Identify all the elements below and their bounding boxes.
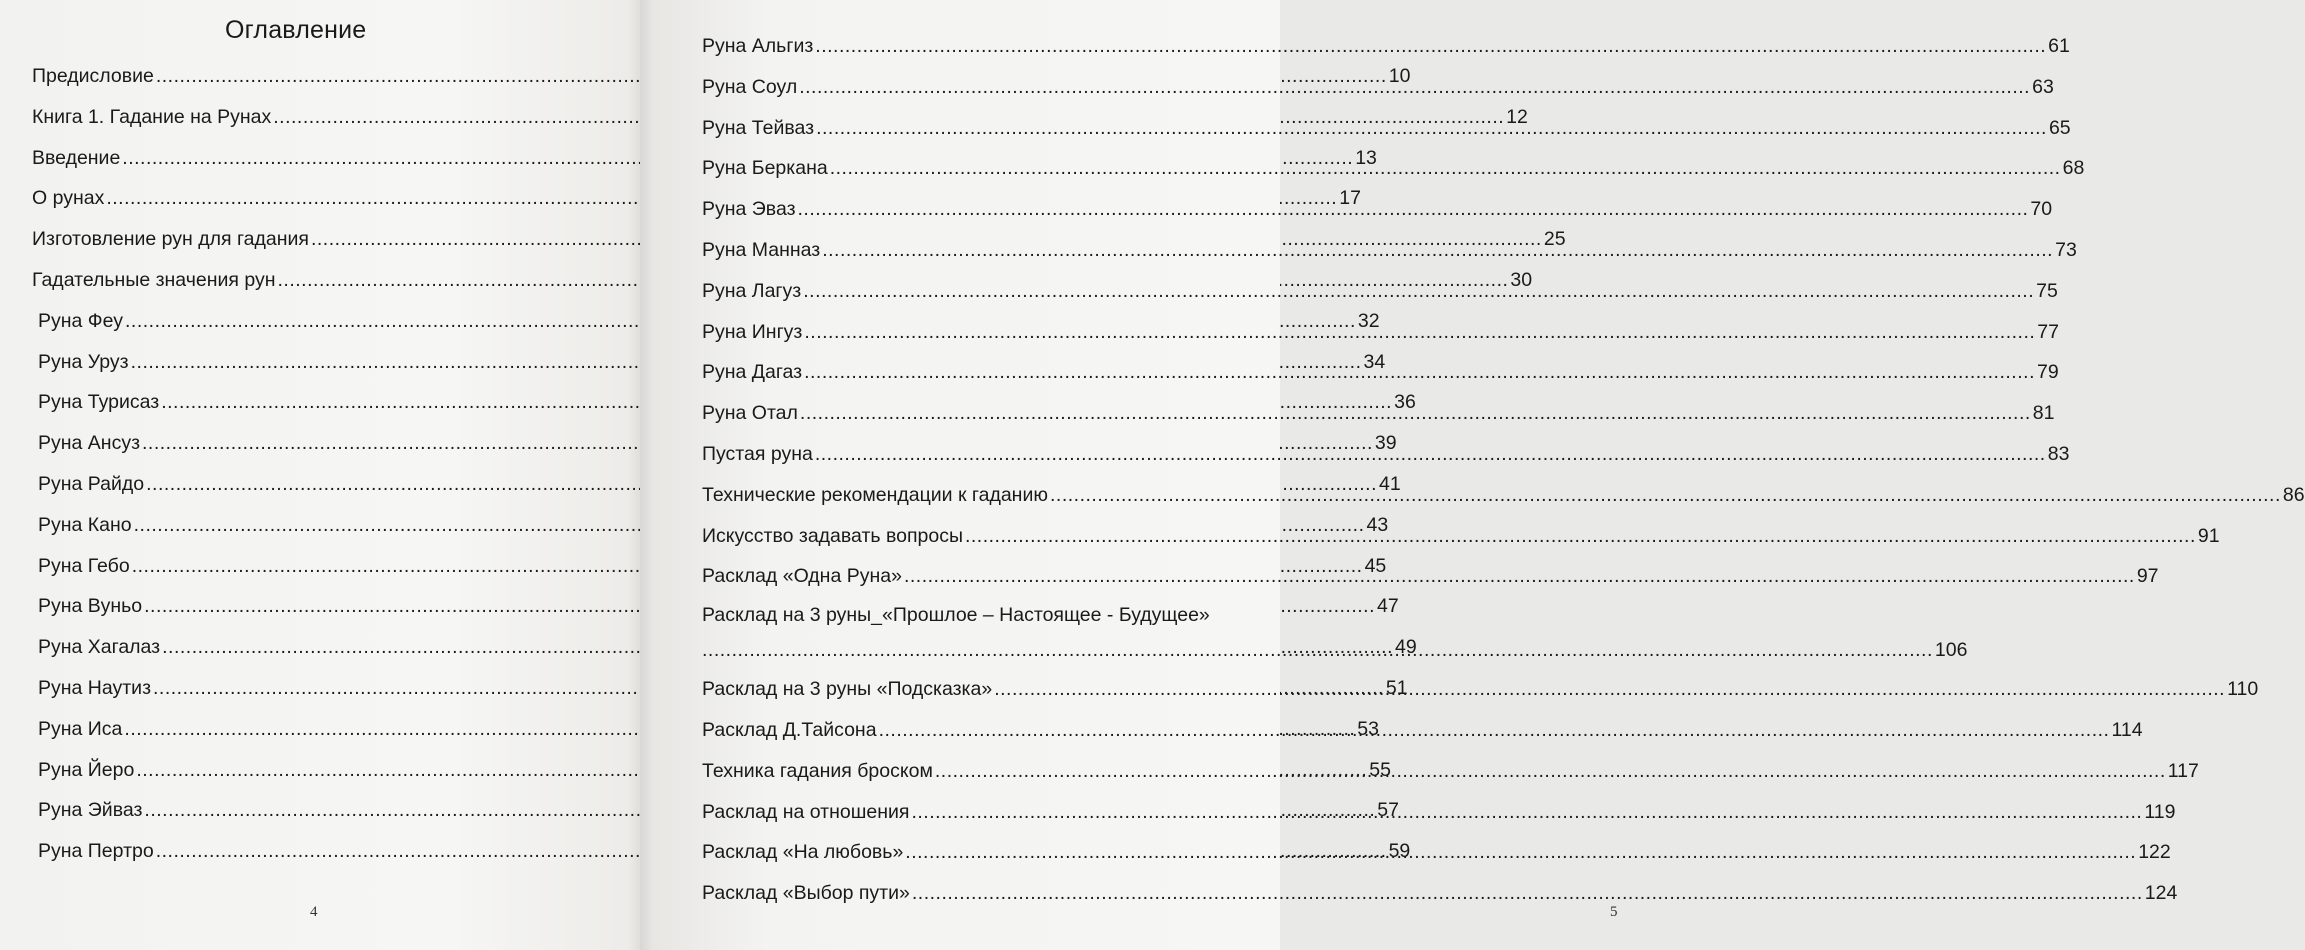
toc-entry-title: Руна Тейваз	[702, 116, 815, 139]
toc-entry-title: Книга 1. Гадание на Рунах	[32, 105, 272, 128]
dot-leader	[830, 148, 2061, 189]
dot-leader	[935, 751, 2166, 792]
toc-entry-title: Предисловие	[32, 65, 154, 87]
dot-leader	[798, 189, 2029, 230]
toc-entry-page: 10	[1388, 65, 1411, 87]
dot-leader	[912, 873, 2143, 914]
dot-leader	[1050, 475, 2281, 516]
toc-entry-page: 59	[1388, 840, 1411, 863]
toc-entry-page: 122	[2138, 841, 2171, 864]
toc-entry-page: 30	[1510, 268, 1533, 291]
dot-leader	[994, 669, 2225, 710]
toc-entry-page: 39	[1374, 432, 1397, 455]
toc-entry-title: Руна Уруз	[38, 350, 129, 373]
toc-entry	[702, 873, 2178, 914]
dot-leader	[965, 516, 2196, 557]
dot-leader	[799, 67, 2030, 108]
toc-entry-title: О рунах	[32, 187, 105, 210]
toc-entry-title: Гадательные значения рун	[32, 268, 276, 291]
toc-entry-title: Руна Кано	[38, 513, 132, 536]
toc-entry-page: 55	[1369, 758, 1391, 781]
toc-entry-page: 63	[2032, 75, 2054, 98]
page-number-right: 5	[1610, 904, 1618, 920]
toc-entry-title: Расклад на 3 руны_«Прошлое – Настоящее - Будущее»	[702, 604, 1210, 627]
dot-leader	[803, 271, 2034, 312]
toc-entry-page: 45	[1364, 554, 1387, 577]
toc-entry	[702, 26, 2070, 67]
dot-leader	[911, 792, 2142, 833]
toc-entry-page: 49	[1395, 636, 1417, 659]
toc-entry-page: 86	[2282, 483, 2305, 506]
toc-entry-page: 79	[2036, 361, 2059, 384]
toc-entry-title: Руна Ингуз	[702, 320, 803, 343]
toc-entry-title: Расклад «На любовь»	[702, 841, 904, 864]
toc-entry-title: Руна Иса	[38, 717, 123, 740]
toc-entry-page: 119	[2144, 800, 2176, 823]
toc-entry-title: Расклад на 3 руны «Подсказка»	[702, 678, 993, 701]
dot-leader	[822, 230, 2053, 271]
toc-entry-page: 124	[2144, 882, 2178, 905]
toc-entry-title: Руна Йеро	[38, 758, 135, 781]
dot-leader	[702, 631, 1933, 669]
toc-entry-title: Руна Вуньо	[38, 595, 143, 618]
toc-entry-title: Расклад «Одна Руна»	[702, 565, 902, 588]
toc-entry-title: Руна Манназ	[702, 238, 821, 261]
toc-entry-page: 110	[2227, 678, 2259, 701]
dot-leader	[815, 434, 2046, 475]
toc-entry-title: Расклад на отношения	[702, 800, 910, 823]
dot-leader	[905, 832, 2136, 873]
dot-leader	[815, 26, 2046, 67]
toc-entry-page: 70	[2030, 198, 2053, 221]
toc-entry-page: 51	[1385, 676, 1408, 699]
dot-leader	[804, 312, 2035, 353]
toc-entry-page: 47	[1377, 595, 1399, 618]
dot-leader	[800, 393, 2031, 434]
toc-entry-title: Пустая руна	[702, 442, 813, 465]
toc-entry-page: 83	[2047, 442, 2070, 465]
book-gutter	[628, 0, 654, 950]
toc-entry	[32, 627, 1417, 668]
toc-entry-page: 34	[1363, 350, 1386, 373]
toc-entry-title: Руна Лагуз	[702, 279, 802, 302]
toc-entry-page: 57	[1377, 799, 1399, 822]
dot-leader	[816, 108, 2047, 149]
toc-entry-page: 32	[1357, 309, 1380, 332]
toc-entry-page: 41	[1379, 472, 1401, 495]
toc-entry-title: Руна Отал	[702, 402, 798, 425]
toc-entry-page: 65	[2048, 116, 2071, 139]
dot-leader	[804, 352, 2035, 393]
toc-entry-page: 25	[1543, 228, 1566, 251]
toc-entry-title: Искусство задавать вопросы	[702, 524, 963, 547]
toc-entry-title: Руна Феу	[38, 309, 123, 332]
dot-leader	[879, 710, 2110, 751]
toc-entry-title: Руна Наутиз	[38, 676, 152, 699]
toc-entry-title: Руна Райдо	[38, 472, 145, 495]
toc-entry-title: Руна Пертро	[38, 840, 154, 863]
toc-entry-page: 73	[2055, 238, 2077, 261]
toc-entry-page: 97	[2136, 565, 2159, 588]
toc-entry-title: Руна Соул	[702, 75, 798, 98]
page-number-left: 4	[310, 904, 318, 920]
toc-entry-title: Руна Эйваз	[38, 799, 143, 822]
toc-entry-title: Руна Ансуз	[38, 432, 141, 455]
toc-entry-page: 12	[1506, 105, 1528, 128]
toc-entry-title: Руна Турисаз	[38, 391, 160, 414]
toc-entry-title: Руна Хагалаз	[38, 636, 161, 659]
toc-entry-title: Расклад Д.Тайсона	[702, 718, 877, 741]
toc-entry-title: Руна Гебо	[38, 554, 130, 577]
toc-entry-title: Расклад «Выбор пути»	[702, 882, 910, 905]
toc-entry-page: 75	[2036, 279, 2058, 302]
toc-entry-title: Руна Эваз	[702, 198, 796, 221]
toc-entry-title: Руна Дагаз	[702, 361, 803, 384]
toc-entry-page: 43	[1366, 513, 1389, 536]
toc-entry-page: 53	[1357, 717, 1379, 740]
toc-entry-title: Техника гадания броском	[702, 759, 933, 782]
toc-entry-page: 91	[2197, 524, 2220, 547]
toc-entry-page: 117	[2167, 759, 2199, 782]
toc-entry-title: Изготовление рун для гадания	[32, 228, 309, 251]
toc-entry-page: 68	[2062, 157, 2085, 180]
toc-entry-page: 17	[1339, 187, 1361, 210]
toc-entry-page: 36	[1394, 391, 1416, 414]
toc-entry-page: 81	[2032, 402, 2055, 425]
dot-leader	[904, 556, 2135, 597]
toc-entry-page: 61	[2048, 35, 2070, 57]
toc-entry-title: Введение	[32, 146, 121, 169]
toc-entry-title: Руна Беркана	[702, 157, 828, 180]
toc-entry-title: Технические рекомендации к гаданию	[702, 483, 1048, 506]
toc-entry-page: 77	[2037, 320, 2059, 343]
toc-entry-page: 13	[1355, 146, 1377, 169]
toc-title: Оглавление	[225, 16, 367, 44]
toc-entry-title: Руна Альгиз	[702, 35, 814, 57]
toc-entry-page: 106	[1934, 639, 1968, 662]
toc-entry-page: 114	[2111, 718, 2143, 741]
